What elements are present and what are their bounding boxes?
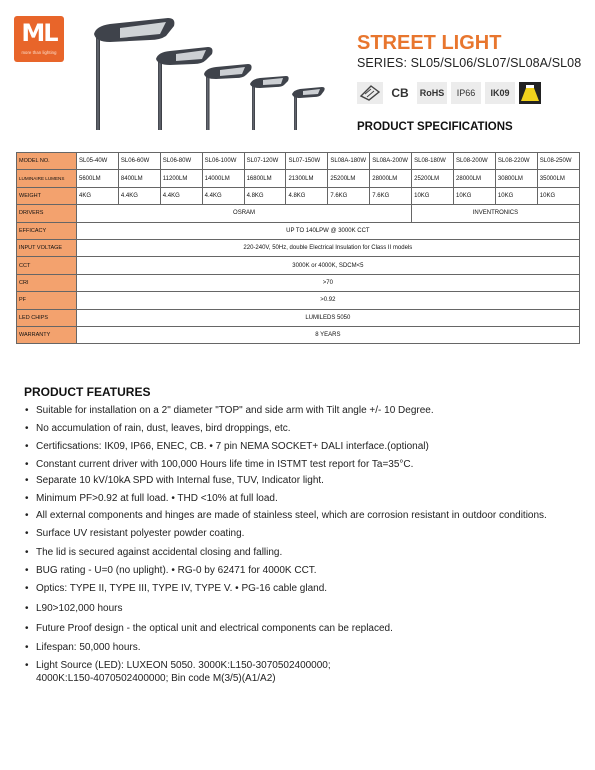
product-photo (80, 14, 340, 130)
cell-lumens: 25200LM (328, 170, 370, 187)
feature-item: • BUG rating - U=0 (no uplight). • RG-0 by 62471 for 4000K CCT. (24, 564, 574, 577)
features-list (24, 404, 574, 685)
cell-model: SL06-100W (202, 153, 244, 170)
cell-label: DRIVERS (17, 205, 77, 222)
cell-value: 220-240V, 50Hz, double Electrical Insulation for Class II models (77, 239, 580, 256)
cell-label: INPUT VOLTAGE (17, 239, 77, 256)
feature-item: • Lifespan: 50,000 hours. (24, 641, 574, 654)
cell-label: WEIGHT (17, 187, 77, 204)
features-heading: PRODUCT FEATURES (24, 385, 151, 399)
street-light-5 (292, 87, 325, 130)
row-weight (17, 187, 580, 204)
cell-model: SL07-150W (286, 153, 328, 170)
cell-driver-osram: OSRAM (77, 205, 412, 222)
cell-model: SL06-80W (160, 153, 202, 170)
logo-letters: ML (21, 19, 57, 47)
cell-label: WARRANTY (17, 326, 77, 343)
cell-model: SL08-220W (495, 153, 537, 170)
row-pf (17, 292, 580, 309)
cell-model: SL05-40W (77, 153, 119, 170)
cert-rohs: RoHS (417, 82, 447, 104)
cell-lumens: 35000LM (537, 170, 579, 187)
cell-model: SL07-120W (244, 153, 286, 170)
cell-value: UP TO 140LPW @ 3000K CCT (77, 222, 580, 239)
cell-weight: 4.4KG (202, 187, 244, 204)
certification-badges (357, 82, 547, 104)
row-model (17, 153, 580, 170)
cell-model: SL08-180W (412, 153, 454, 170)
cell-lumens: 11200LM (160, 170, 202, 187)
cell-weight: 10KG (454, 187, 496, 204)
brand-logo (14, 16, 64, 62)
cell-weight: 7.6KG (328, 187, 370, 204)
row-cct (17, 257, 580, 274)
cell-value: >70 (77, 274, 580, 291)
cell-label: EFFICACY (17, 222, 77, 239)
feature-item: • Optics: TYPE II, TYPE III, TYPE IV, TYPE V. • PG-16 cable gland. (24, 582, 574, 595)
feature-item: • No accumulation of rain, dust, leaves, bird droppings, etc. (24, 422, 574, 435)
feature-item: • Constant current driver with 100,000 Hours life time in ISTMT test report for Ta=35°C. (24, 458, 574, 471)
cell-model: SL08A-180W (328, 153, 370, 170)
cell-lumens: 5600LM (77, 170, 119, 187)
street-light-1 (94, 18, 174, 130)
series-list: SERIES: SL05/SL06/SL07/SL08A/SL08 (357, 56, 582, 70)
cell-value: >0.92 (77, 292, 580, 309)
row-lumens (17, 170, 580, 187)
enec-mark-icon (357, 82, 383, 104)
light-beam-icon (519, 82, 541, 104)
cell-lumens: 8400LM (118, 170, 160, 187)
street-light-4 (250, 76, 289, 130)
cell-lumens: 28000LM (454, 170, 496, 187)
cell-weight: 4.8KG (286, 187, 328, 204)
cell-lumens: 25200LM (412, 170, 454, 187)
cell-label: CCT (17, 257, 77, 274)
cell-label: MODEL NO. (17, 153, 77, 170)
cell-weight: 4.4KG (118, 187, 160, 204)
page-title: STREET LIGHT (357, 32, 502, 54)
specs-heading: PRODUCT SPECIFICATIONS (357, 121, 513, 133)
feature-item: • Future Proof design - the optical unit and electrical components can be replaced. (24, 622, 574, 635)
cell-weight: 7.6KG (370, 187, 412, 204)
cell-label: LUMINAIRE LUMENS (17, 170, 77, 187)
cell-model: SL08-200W (454, 153, 496, 170)
cell-weight: 10KG (537, 187, 579, 204)
feature-item: • Separate 10 kV/10kA SPD with Internal fuse, TUV, Indicator light. (24, 474, 574, 487)
street-light-2 (156, 47, 213, 130)
row-cri (17, 274, 580, 291)
cell-driver-inventronics: INVENTRONICS (412, 205, 580, 222)
cert-ip66: IP66 (451, 82, 481, 104)
cell-lumens: 21300LM (286, 170, 328, 187)
cell-model: SL08A-200W (370, 153, 412, 170)
feature-item: • L90>102,000 hours (24, 602, 574, 615)
cell-lumens: 14000LM (202, 170, 244, 187)
cell-label: PF (17, 292, 77, 309)
cell-value: 8 YEARS (77, 326, 580, 343)
cell-weight: 4.4KG (160, 187, 202, 204)
cell-weight: 4KG (77, 187, 119, 204)
cell-weight: 10KG (412, 187, 454, 204)
logo-tagline: more than lighting (21, 50, 57, 55)
row-efficacy (17, 222, 580, 239)
row-drivers (17, 205, 580, 222)
feature-item: • Light Source (LED): LUXEON 5050. 3000K:L150-3070502400000; 4000K:L150-4070502400000; Bin code M(3/5)(A1/A2) (24, 659, 574, 685)
cert-cb: CB (387, 82, 413, 104)
feature-item: • The lid is secured against accidental closing and falling. (24, 546, 574, 559)
cell-weight: 10KG (495, 187, 537, 204)
cell-weight: 4.8KG (244, 187, 286, 204)
street-light-3 (204, 64, 252, 130)
cell-model: SL06-60W (118, 153, 160, 170)
specifications-table (16, 152, 580, 344)
cell-model: SL08-250W (537, 153, 579, 170)
feature-item: • Minimum PF>0.92 at full load. • THD <10% at full load. (24, 492, 574, 505)
feature-item: • Surface UV resistant polyester powder coating. (24, 527, 574, 540)
feature-item: • All external components and hinges are made of stainless steel, which are corrosion resistant in outdoor conditions. (24, 509, 574, 522)
feature-item: • Certificsations: IK09, IP66, ENEC, CB. • 7 pin NEMA SOCKET+ DALI interface.(optional) (24, 440, 574, 453)
cell-label: CRI (17, 274, 77, 291)
cell-label: LED CHIPS (17, 309, 77, 326)
row-warranty (17, 326, 580, 343)
cell-value: LUMILEDS 5050 (77, 309, 580, 326)
row-input-voltage (17, 239, 580, 256)
row-led-chips (17, 309, 580, 326)
cell-lumens: 30800LM (495, 170, 537, 187)
feature-item: • Suitable for installation on a 2" diameter "TOP" and side arm with Tilt angle +/- 10 Degree. (24, 404, 574, 417)
cell-lumens: 28000LM (370, 170, 412, 187)
cell-value: 3000K or 4000K, SDCM<5 (77, 257, 580, 274)
cert-ik09: IK09 (485, 82, 515, 104)
cell-lumens: 16800LM (244, 170, 286, 187)
